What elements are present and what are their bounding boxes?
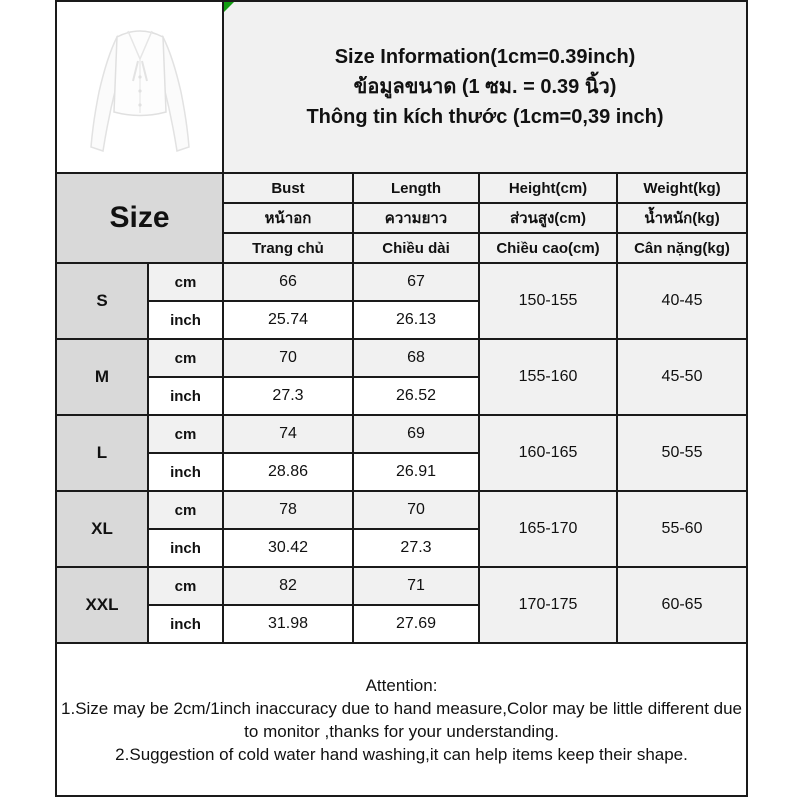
unit-cm-label: cm [148, 567, 223, 605]
unit-cm-label: cm [148, 263, 223, 301]
bust-cm-value: 66 [223, 263, 353, 301]
size-label-xxl: XXL [56, 567, 148, 643]
weight-range-value: 50-55 [617, 415, 747, 491]
banner-row [56, 1, 747, 173]
bust-cm-value: 70 [223, 339, 353, 377]
header-length-th: ความยาว [353, 203, 479, 233]
length-cm-value: 71 [353, 567, 479, 605]
header-weight-en: Weight(kg) [617, 173, 747, 203]
unit-cm-label: cm [148, 339, 223, 377]
attention-note-1: 1.Size may be 2cm/1inch inaccuracy due to hand measure,Color may be little different due to monitor ,thanks for your understanding. [61, 698, 743, 741]
excel-corner-flag-icon [224, 2, 234, 12]
header-height-en: Height(cm) [479, 173, 617, 203]
size-label-m: M [56, 339, 148, 415]
title-thai: ข้อมูลขนาด (1 ซม. = 0.39 นิ้ว) [353, 76, 617, 98]
length-inch-value: 26.52 [353, 377, 479, 415]
header-bust-th: หน้าอก [223, 203, 353, 233]
weight-range-value: 40-45 [617, 263, 747, 339]
size-label-s: S [56, 263, 148, 339]
size-chart-sheet [55, 0, 748, 797]
row-s-cm [56, 263, 747, 301]
weight-range-value: 55-60 [617, 491, 747, 567]
length-inch-value: 27.69 [353, 605, 479, 643]
bust-inch-value: 25.74 [223, 301, 353, 339]
length-inch-value: 26.91 [353, 453, 479, 491]
header-length-en: Length [353, 173, 479, 203]
length-inch-value: 27.3 [353, 529, 479, 567]
header-bust-vi: Trang chủ [223, 233, 353, 263]
header-height-vi: Chiều cao(cm) [479, 233, 617, 263]
length-cm-value: 67 [353, 263, 479, 301]
header-weight-vi: Cân nặng(kg) [617, 233, 747, 263]
title-english: Size Information(1cm=0.39inch) [334, 46, 636, 68]
row-m-cm [56, 339, 747, 377]
height-range-value: 160-165 [479, 415, 617, 491]
attention-note-2: 2.Suggestion of cold water hand washing,it can help items keep their shape. [115, 744, 688, 764]
bust-cm-value: 78 [223, 491, 353, 529]
header-weight-th: น้ำหนัก(kg) [617, 203, 747, 233]
weight-range-value: 60-65 [617, 567, 747, 643]
size-label-xl: XL [56, 491, 148, 567]
unit-cm-label: cm [148, 415, 223, 453]
size-header-cell: Size [56, 173, 223, 263]
unit-inch-label: inch [148, 301, 223, 339]
row-xl-cm [56, 491, 747, 529]
bust-inch-value: 31.98 [223, 605, 353, 643]
unit-inch-label: inch [148, 453, 223, 491]
size-table [55, 0, 748, 797]
length-cm-value: 70 [353, 491, 479, 529]
bust-inch-value: 30.42 [223, 529, 353, 567]
bust-inch-value: 27.3 [223, 377, 353, 415]
weight-range-value: 45-50 [617, 339, 747, 415]
bust-cm-value: 74 [223, 415, 353, 453]
height-range-value: 170-175 [479, 567, 617, 643]
header-length-vi: Chiều dài [353, 233, 479, 263]
title-cell [223, 1, 747, 173]
attention-heading: Attention: [365, 675, 438, 695]
header-bust-en: Bust [223, 173, 353, 203]
cardigan-illustration [65, 7, 215, 167]
height-range-value: 155-160 [479, 339, 617, 415]
product-image [57, 7, 222, 167]
header-height-th: ส่วนสูง(cm) [479, 203, 617, 233]
size-label-l: L [56, 415, 148, 491]
header-row-english [56, 173, 747, 203]
product-image-cell [56, 1, 223, 173]
attention-row [56, 643, 747, 796]
row-xxl-cm [56, 567, 747, 605]
length-cm-value: 68 [353, 339, 479, 377]
attention-cell [56, 643, 747, 796]
length-inch-value: 26.13 [353, 301, 479, 339]
unit-inch-label: inch [148, 529, 223, 567]
unit-cm-label: cm [148, 491, 223, 529]
bust-cm-value: 82 [223, 567, 353, 605]
title-vietnamese: Thông tin kích thước (1cm=0,39 inch) [306, 106, 664, 128]
height-range-value: 150-155 [479, 263, 617, 339]
row-l-cm [56, 415, 747, 453]
bust-inch-value: 28.86 [223, 453, 353, 491]
height-range-value: 165-170 [479, 491, 617, 567]
unit-inch-label: inch [148, 605, 223, 643]
length-cm-value: 69 [353, 415, 479, 453]
unit-inch-label: inch [148, 377, 223, 415]
